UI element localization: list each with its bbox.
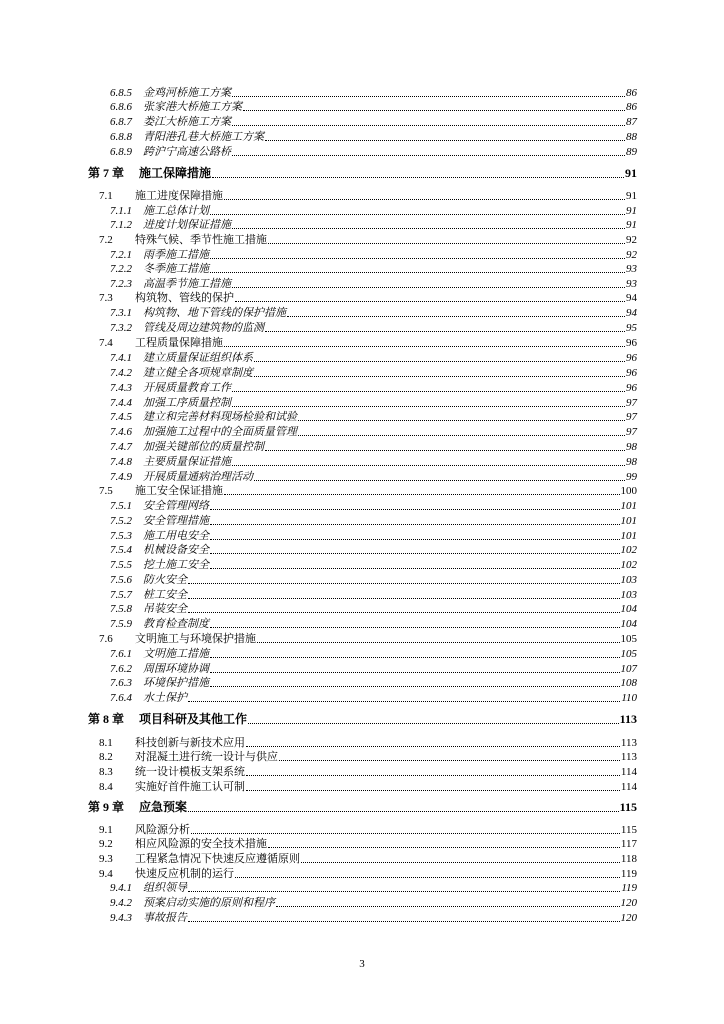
toc-subsection — [110, 306, 637, 320]
toc-page-number: 113 — [620, 737, 637, 749]
dot-leader — [287, 316, 625, 317]
toc-number: 7.5.2 — [110, 515, 132, 527]
toc-number: 7.5.9 — [110, 618, 132, 630]
toc-number: 7.5.4 — [110, 544, 132, 556]
toc-page-number: 114 — [620, 781, 637, 793]
toc-subsection — [110, 602, 637, 616]
toc-page-number: 117 — [620, 838, 637, 850]
toc-page-number: 119 — [621, 882, 637, 894]
toc-number: 7.4.7 — [110, 441, 132, 453]
toc-title: 预案启动实施的原则和程序 — [143, 897, 275, 909]
dot-leader — [210, 272, 625, 273]
toc-subsection — [110, 425, 637, 439]
toc-title: 开展质量教育工作 — [143, 382, 231, 394]
toc-subsection — [110, 366, 637, 380]
toc-title: 进度计划保证措施 — [143, 219, 231, 231]
toc-title: 加强关键部位的质量控制 — [143, 441, 264, 453]
toc-title: 加强施工过程中的全面质量管理 — [143, 426, 297, 438]
toc-title: 金鸡河桥施工方案 — [143, 87, 231, 99]
dot-leader — [235, 301, 625, 302]
toc-number: 7.4.1 — [110, 352, 132, 364]
toc-chapter — [88, 711, 637, 727]
dot-leader — [212, 177, 624, 178]
toc-title: 工程质量保障措施 — [135, 337, 223, 349]
toc-section — [99, 867, 637, 881]
toc-title: 项目科研及其他工作 — [139, 712, 248, 726]
toc-number: 7.1.1 — [110, 205, 132, 217]
toc-subsection — [110, 514, 637, 528]
toc-chapter — [88, 165, 637, 181]
toc-subsection — [110, 911, 637, 925]
toc-title: 建立和完善材料现场检验和试验 — [143, 411, 297, 423]
toc-page-number: 102 — [620, 544, 637, 556]
dot-leader — [232, 228, 625, 229]
dot-leader — [224, 346, 625, 347]
dot-leader — [265, 331, 625, 332]
toc-subsection — [110, 691, 637, 705]
toc-number: 7.3.1 — [110, 307, 132, 319]
toc-page-number: 88 — [626, 131, 637, 143]
toc-title: 挖土施工安全 — [143, 559, 209, 571]
dot-leader — [232, 155, 625, 156]
dot-leader — [210, 258, 625, 259]
dot-leader — [254, 361, 625, 362]
toc-number: 7.6 — [99, 633, 113, 645]
dot-leader — [298, 435, 625, 436]
toc-number: 第 9 章 — [88, 800, 125, 814]
toc-title: 风险源分析 — [135, 824, 190, 836]
toc-number: 7.4.5 — [110, 411, 132, 423]
toc-page-number: 92 — [626, 249, 637, 261]
toc-number: 6.8.5 — [110, 87, 132, 99]
toc-page-number: 120 — [620, 912, 637, 924]
toc-page-number: 96 — [626, 382, 637, 394]
toc-number: 7.2.2 — [110, 263, 132, 275]
toc-title: 统一设计模板支架系统 — [135, 766, 245, 778]
toc-title: 文明施工措施 — [143, 648, 209, 660]
dot-leader — [210, 686, 620, 687]
dot-leader — [254, 480, 625, 481]
dot-leader — [188, 811, 619, 812]
toc-page-number: 86 — [626, 101, 637, 113]
toc-title: 水土保护 — [143, 692, 187, 704]
toc-title: 高温季节施工措施 — [143, 278, 231, 290]
toc-title: 娄江大桥施工方案 — [143, 116, 231, 128]
toc-page-number: 95 — [626, 322, 637, 334]
toc-number: 7.6.3 — [110, 677, 132, 689]
toc-subsection — [110, 86, 637, 100]
dot-leader — [268, 847, 620, 848]
toc-title: 主要质量保证措施 — [143, 456, 231, 468]
toc-page-number: 120 — [620, 897, 637, 909]
toc-number: 7.4 — [99, 337, 113, 349]
toc-subsection — [110, 277, 637, 291]
toc-page-number: 91 — [625, 166, 637, 180]
dot-leader — [210, 524, 620, 525]
toc-page-number: 104 — [620, 603, 637, 615]
toc-number: 7.5.5 — [110, 559, 132, 571]
toc-number: 8.1 — [99, 737, 113, 749]
toc-number: 9.4 — [99, 868, 113, 880]
toc-subsection — [110, 262, 637, 276]
toc-subsection — [110, 573, 637, 587]
toc-page-number: 86 — [626, 87, 637, 99]
dot-leader — [232, 96, 625, 97]
toc-page-number: 97 — [626, 426, 637, 438]
toc-subsection — [110, 499, 637, 513]
toc-page-number: 119 — [620, 868, 637, 880]
toc-title: 吊装安全 — [143, 603, 187, 615]
toc-title: 环境保护措施 — [143, 677, 209, 689]
toc-number: 7.2.3 — [110, 278, 132, 290]
toc-page-number: 101 — [620, 515, 637, 527]
dot-leader — [246, 746, 620, 747]
toc-number: 7.1.2 — [110, 219, 132, 231]
toc-title: 构筑物、管线的保护 — [135, 292, 234, 304]
toc-title: 事故报告 — [143, 912, 187, 924]
toc-section — [99, 291, 637, 305]
toc-page-number: 114 — [620, 766, 637, 778]
toc-number: 7.4.9 — [110, 471, 132, 483]
dot-leader — [188, 612, 620, 613]
toc-page-number: 93 — [626, 278, 637, 290]
dot-leader — [246, 775, 620, 776]
toc-number: 9.1 — [99, 824, 113, 836]
toc-section — [99, 484, 637, 498]
toc-page-number: 110 — [621, 692, 637, 704]
toc-page-number: 113 — [620, 751, 637, 763]
toc-page-number: 107 — [620, 663, 637, 675]
toc-title: 建立健全各项规章制度 — [143, 367, 253, 379]
toc-page-number: 94 — [626, 292, 637, 304]
toc-number: 7.5.6 — [110, 574, 132, 586]
dot-leader — [188, 583, 620, 584]
dot-leader — [257, 642, 620, 643]
toc-subsection — [110, 896, 637, 910]
dot-leader — [191, 833, 620, 834]
toc-subsection — [110, 204, 637, 218]
toc-number: 8.4 — [99, 781, 113, 793]
toc-title: 文明施工与环境保护措施 — [135, 633, 256, 645]
toc-section — [99, 780, 637, 794]
dot-leader — [210, 627, 620, 628]
toc-section — [99, 632, 637, 646]
toc-section — [99, 765, 637, 779]
dot-leader — [210, 657, 620, 658]
dot-leader — [188, 701, 620, 702]
toc-title: 防火安全 — [143, 574, 187, 586]
dot-leader — [279, 760, 620, 761]
toc-section — [99, 233, 637, 247]
toc-number: 7.5 — [99, 485, 113, 497]
toc-section — [99, 823, 637, 837]
toc-subsection — [110, 676, 637, 690]
toc-title: 桩工安全 — [143, 589, 187, 601]
toc-title: 施工总体计划 — [143, 205, 209, 217]
toc-title: 张家港大桥施工方案 — [143, 101, 242, 113]
toc-number: 6.8.6 — [110, 101, 132, 113]
toc-page-number: 101 — [620, 500, 637, 512]
toc-title: 施工安全保证措施 — [135, 485, 223, 497]
dot-leader — [210, 568, 620, 569]
toc-subsection — [110, 617, 637, 631]
dot-leader — [188, 891, 620, 892]
dot-leader — [248, 723, 619, 724]
toc-title: 组织领导 — [143, 882, 187, 894]
dot-leader — [243, 110, 625, 111]
toc-title: 相应风险源的安全技术措施 — [135, 838, 267, 850]
toc-page-number: 115 — [620, 824, 637, 836]
toc-subsection — [110, 115, 637, 129]
dot-leader — [254, 376, 625, 377]
dot-leader — [276, 906, 620, 907]
toc-page-number: 105 — [620, 648, 637, 660]
toc-subsection — [110, 543, 637, 557]
toc-subsection — [110, 440, 637, 454]
dot-leader — [232, 406, 625, 407]
toc-title: 快速反应机制的运行 — [135, 868, 234, 880]
toc-title: 安全管理措施 — [143, 515, 209, 527]
toc-title: 周围环境协调 — [143, 663, 209, 675]
toc-page-number: 97 — [626, 397, 637, 409]
dot-leader — [210, 509, 620, 510]
toc-section — [99, 750, 637, 764]
toc-title: 跨沪宁高速公路桥 — [143, 146, 231, 158]
dot-leader — [224, 199, 625, 200]
toc-number: 7.3.2 — [110, 322, 132, 334]
toc-number: 7.5.3 — [110, 530, 132, 542]
dot-leader — [188, 598, 620, 599]
toc-title: 冬季施工措施 — [143, 263, 209, 275]
toc-section — [99, 189, 637, 203]
toc-number: 6.8.9 — [110, 146, 132, 158]
page-number: 3 — [359, 958, 365, 970]
dot-leader — [210, 553, 620, 554]
toc-page-number: 87 — [626, 116, 637, 128]
toc-page-number: 103 — [620, 589, 637, 601]
toc-subsection — [110, 145, 637, 159]
toc-number: 7.5.8 — [110, 603, 132, 615]
toc-title: 管线及周边建筑物的监测 — [143, 322, 264, 334]
toc-subsection — [110, 470, 637, 484]
toc-title: 构筑物、地下管线的保护措施 — [143, 307, 286, 319]
toc-number: 9.4.3 — [110, 912, 132, 924]
toc-title: 特殊气候、季节性施工措施 — [135, 234, 267, 246]
toc-page-number: 91 — [626, 205, 637, 217]
toc-subsection — [110, 321, 637, 335]
toc-title: 施工进度保障措施 — [135, 190, 223, 202]
toc-page-number: 94 — [626, 307, 637, 319]
toc-page-number: 92 — [626, 234, 637, 246]
toc-number: 6.8.8 — [110, 131, 132, 143]
toc-number: 9.3 — [99, 853, 113, 865]
toc-section — [99, 736, 637, 750]
toc-page-number: 96 — [626, 337, 637, 349]
toc-subsection — [110, 455, 637, 469]
toc-page-number: 89 — [626, 146, 637, 158]
toc-title: 机械设备安全 — [143, 544, 209, 556]
dot-leader — [246, 790, 620, 791]
dot-leader — [265, 450, 625, 451]
dot-leader — [232, 125, 625, 126]
toc-subsection — [110, 529, 637, 543]
toc-page-number: 115 — [619, 800, 637, 814]
toc-subsection — [110, 558, 637, 572]
toc-subsection — [110, 881, 637, 895]
dot-leader — [224, 494, 620, 495]
dot-leader — [232, 465, 625, 466]
dot-leader — [210, 672, 620, 673]
toc-number: 7.4.6 — [110, 426, 132, 438]
toc-page-number: 98 — [626, 456, 637, 468]
toc-number: 8.2 — [99, 751, 113, 763]
toc-number: 7.4.2 — [110, 367, 132, 379]
toc-title: 科技创新与新技术应用 — [135, 737, 245, 749]
toc-page-number: 91 — [626, 190, 637, 202]
toc-page-number: 96 — [626, 367, 637, 379]
toc-chapter — [88, 799, 637, 815]
toc-number: 7.3 — [99, 292, 113, 304]
dot-leader — [265, 140, 625, 141]
toc-title: 施工用电安全 — [143, 530, 209, 542]
toc-title: 雨季施工措施 — [143, 249, 209, 261]
toc-number: 9.4.1 — [110, 882, 132, 894]
toc-page-number: 96 — [626, 352, 637, 364]
toc-subsection — [110, 647, 637, 661]
dot-leader — [235, 877, 620, 878]
toc-number: 7.4.3 — [110, 382, 132, 394]
toc-page-number: 93 — [626, 263, 637, 275]
dot-leader — [301, 862, 620, 863]
toc-subsection — [110, 218, 637, 232]
dot-leader — [232, 391, 625, 392]
toc-number: 7.6.1 — [110, 648, 132, 660]
toc-title: 建立质量保证组织体系 — [143, 352, 253, 364]
dot-leader — [298, 420, 625, 421]
toc-section — [99, 336, 637, 350]
dot-leader — [210, 539, 620, 540]
toc-number: 9.2 — [99, 838, 113, 850]
toc-page-number: 118 — [620, 853, 637, 865]
toc-number: 8.3 — [99, 766, 113, 778]
toc-page-number: 99 — [626, 471, 637, 483]
toc-page-number: 101 — [620, 530, 637, 542]
dot-leader — [210, 214, 625, 215]
toc-number: 7.6.2 — [110, 663, 132, 675]
toc-number: 7.4.8 — [110, 456, 132, 468]
toc-subsection — [110, 351, 637, 365]
toc-page-number: 91 — [626, 219, 637, 231]
toc-subsection — [110, 396, 637, 410]
toc-number: 9.4.2 — [110, 897, 132, 909]
toc-title: 实施好首件施工认可制 — [135, 781, 245, 793]
toc-subsection — [110, 100, 637, 114]
toc-title: 教育检查制度 — [143, 618, 209, 630]
toc-subsection — [110, 588, 637, 602]
toc-number: 7.2.1 — [110, 249, 132, 261]
toc-number: 第 7 章 — [88, 166, 125, 180]
toc-number: 7.1 — [99, 190, 113, 202]
toc-page-number: 108 — [620, 677, 637, 689]
toc-number: 7.5.7 — [110, 589, 132, 601]
toc-title: 开展质量通病治理活动 — [143, 471, 253, 483]
dot-leader — [268, 243, 625, 244]
toc-page-number: 105 — [620, 633, 637, 645]
toc-title: 工程紧急情况下快速反应遵循原则 — [135, 853, 300, 865]
toc-page-number: 97 — [626, 411, 637, 423]
toc-section — [99, 837, 637, 851]
toc-page-number: 113 — [619, 712, 637, 726]
toc-page-number: 103 — [620, 574, 637, 586]
toc-title: 安全管理网络 — [143, 500, 209, 512]
toc-title: 应急预案 — [139, 800, 188, 814]
toc-subsection — [110, 130, 637, 144]
dot-leader — [232, 287, 625, 288]
toc-number: 6.8.7 — [110, 116, 132, 128]
toc-number: 7.2 — [99, 234, 113, 246]
toc-page-number: 104 — [620, 618, 637, 630]
toc-subsection — [110, 381, 637, 395]
toc-title: 青阳港孔巷大桥施工方案 — [143, 131, 264, 143]
toc-section — [99, 852, 637, 866]
toc-title: 加强工序质量控制 — [143, 397, 231, 409]
toc-page-number: 100 — [620, 485, 637, 497]
toc-number: 第 8 章 — [88, 712, 125, 726]
toc-number: 7.6.4 — [110, 692, 132, 704]
toc-title: 对混凝土进行统一设计与供应 — [135, 751, 278, 763]
toc-subsection — [110, 248, 637, 262]
toc-subsection — [110, 662, 637, 676]
toc-number: 7.4.4 — [110, 397, 132, 409]
toc-subsection — [110, 410, 637, 424]
dot-leader — [188, 921, 620, 922]
toc-page-number: 102 — [620, 559, 637, 571]
toc-title: 施工保障措施 — [139, 166, 212, 180]
toc-number: 7.5.1 — [110, 500, 132, 512]
toc-page-number: 98 — [626, 441, 637, 453]
